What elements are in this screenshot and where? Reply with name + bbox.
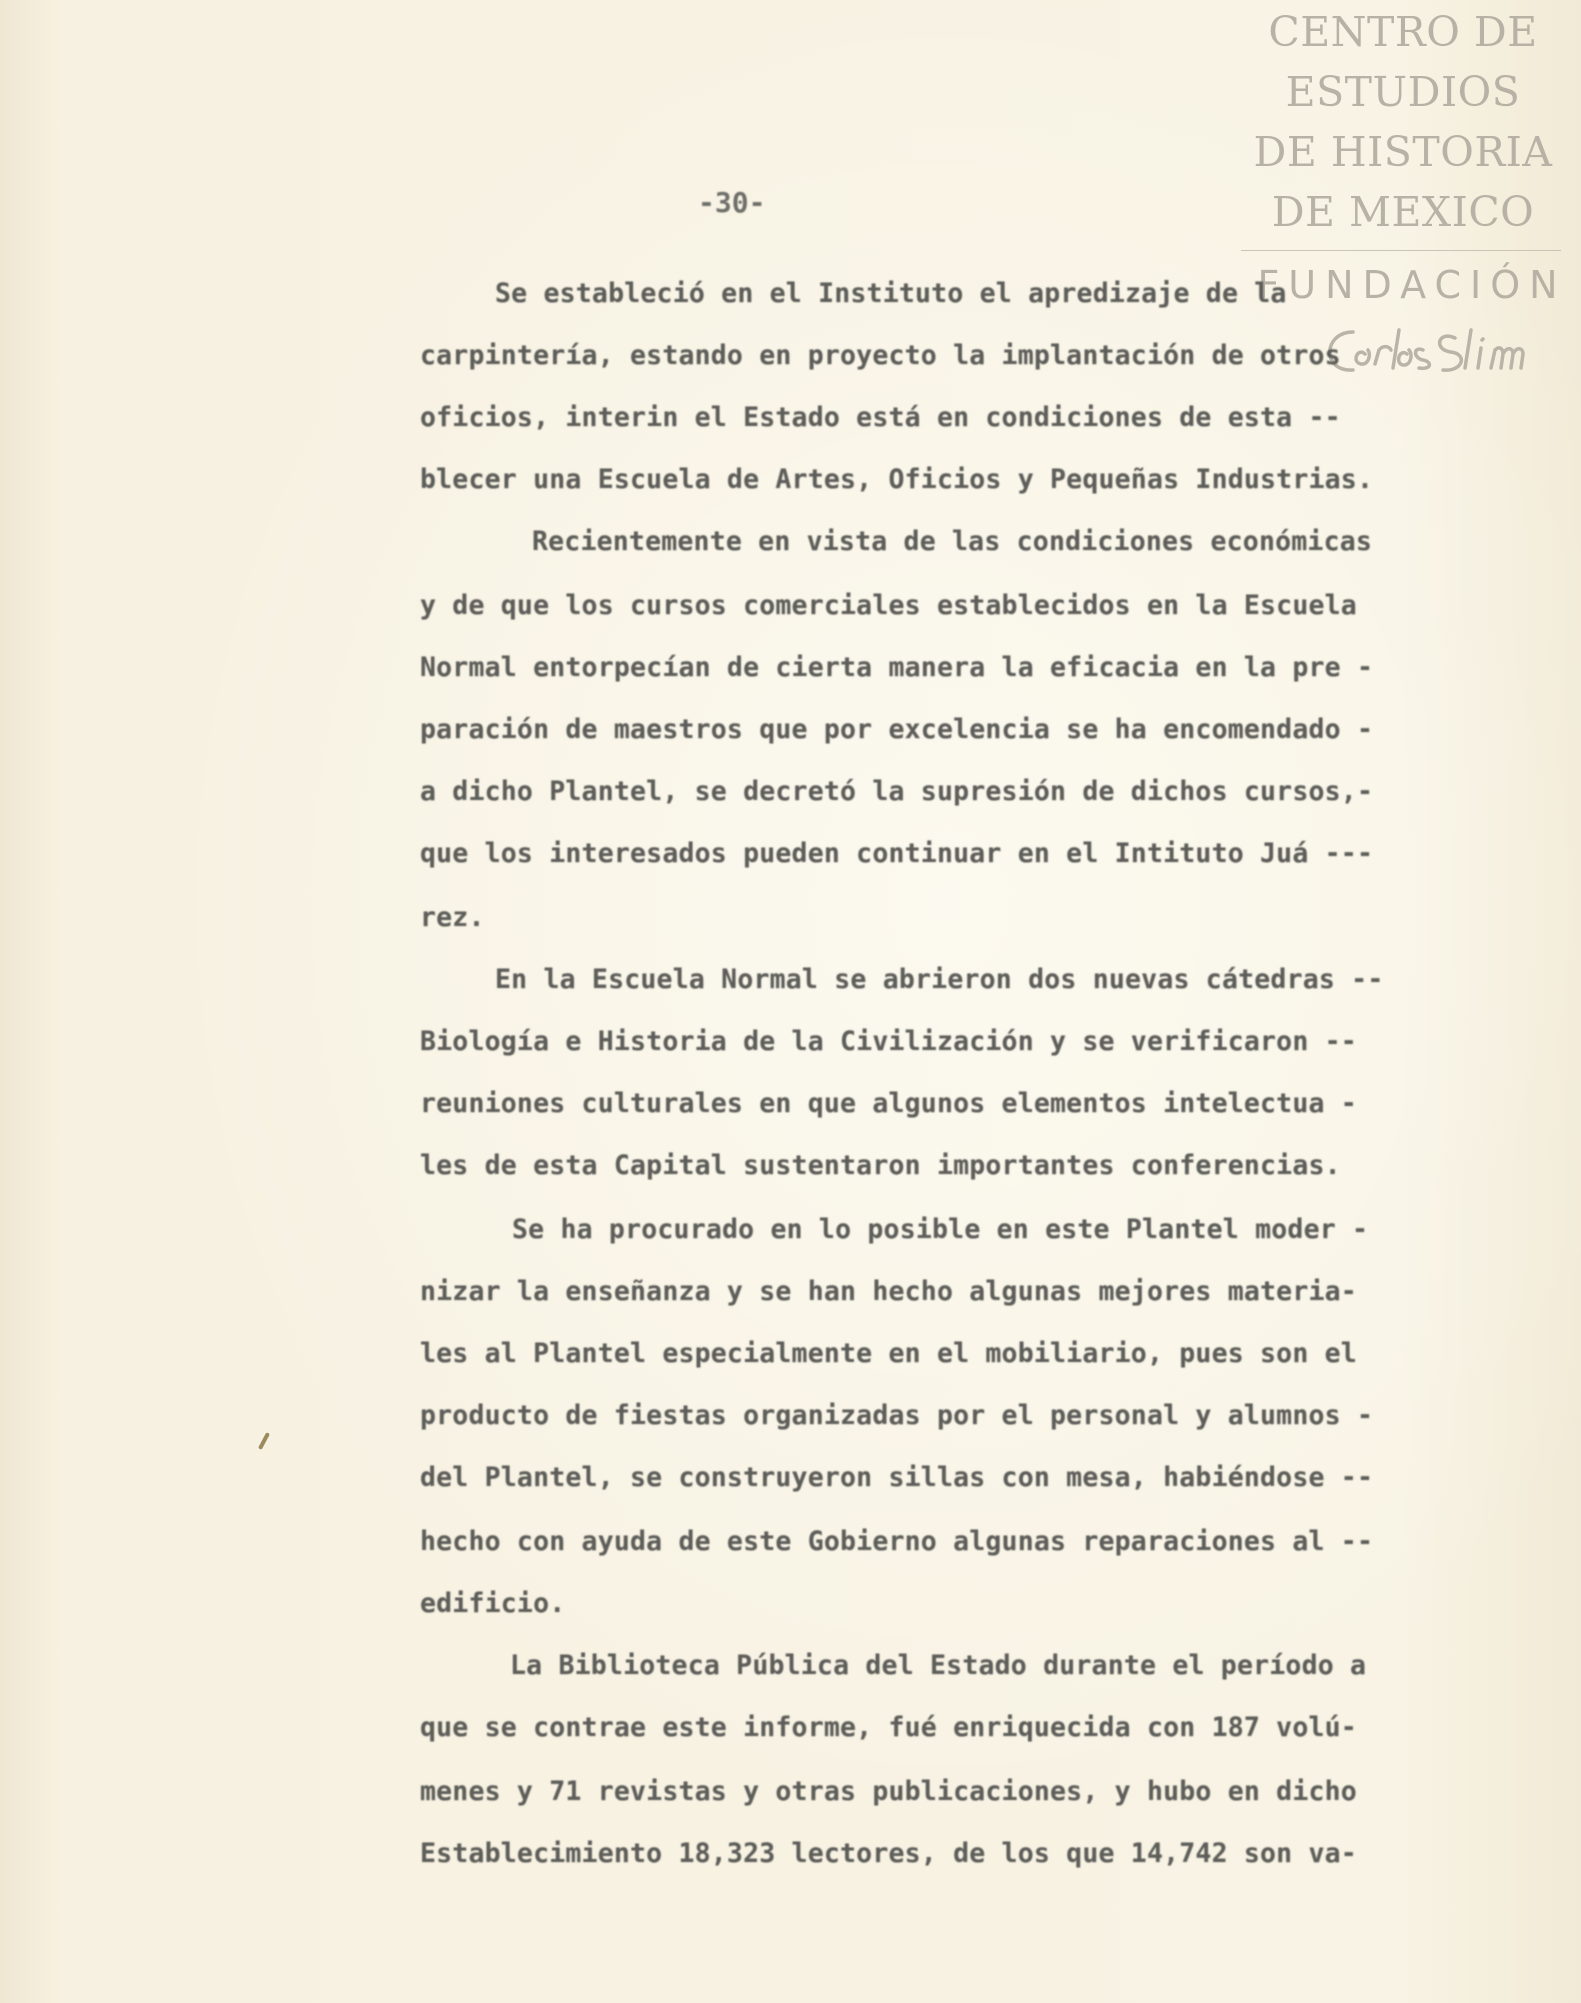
watermark-line: CENTRO DE bbox=[1268, 8, 1538, 56]
text-line: hecho con ayuda de este Gobierno algunas reparaciones al -- bbox=[420, 1526, 1374, 1557]
text-line: edificio. bbox=[420, 1588, 566, 1619]
text-line: blecer una Escuela de Artes, Oficios y Pequeñas Industrias. bbox=[420, 464, 1374, 495]
text-line: menes y 71 revistas y otras publicaciones, y hubo en dicho bbox=[420, 1776, 1357, 1807]
text-line: Establecimiento 18,323 lectores, de los que 14,742 son va- bbox=[420, 1838, 1357, 1869]
text-line: Se ha procurado en lo posible en este Plantel moder - bbox=[512, 1214, 1369, 1245]
page-number: -30- bbox=[698, 186, 766, 219]
watermark-line: DE MEXICO bbox=[1271, 188, 1535, 236]
text-line: del Plantel, se construyeron sillas con mesa, habiéndose -- bbox=[420, 1462, 1374, 1493]
text-line: rez. bbox=[420, 902, 485, 933]
watermark-line: DE HISTORIA bbox=[1253, 128, 1553, 176]
signature-watermark-icon bbox=[1313, 312, 1563, 392]
text-line: Se estableció en el Instituto el apredizaje de la bbox=[495, 278, 1287, 309]
text-line: que los interesados pueden continuar en el Intituto Juá --- bbox=[420, 838, 1374, 869]
text-line: La Biblioteca Pública del Estado durante el período a bbox=[510, 1650, 1367, 1681]
text-line: que se contrae este informe, fué enriquecida con 187 volú- bbox=[420, 1712, 1357, 1743]
text-line: nizar la enseñanza y se han hecho algunas mejores materia- bbox=[420, 1276, 1357, 1307]
text-line: les al Plantel especialmente en el mobiliario, pues son el bbox=[420, 1338, 1357, 1369]
watermark-line: ESTUDIOS bbox=[1285, 68, 1521, 116]
text-line: oficios, interin el Estado está en condiciones de esta -- bbox=[420, 402, 1341, 433]
text-line: les de esta Capital sustentaron importantes conferencias. bbox=[420, 1150, 1341, 1181]
text-line: a dicho Plantel, se decretó la supresión de dichos cursos,- bbox=[420, 776, 1374, 807]
text-line: producto de fiestas organizadas por el personal y alumnos - bbox=[420, 1400, 1374, 1431]
text-line: reuniones culturales en que algunos elementos intelectua - bbox=[420, 1088, 1357, 1119]
watermark-divider bbox=[1241, 250, 1561, 251]
text-line: paración de maestros que por excelencia se ha encomendado - bbox=[420, 714, 1374, 745]
text-line: Recientemente en vista de las condiciones económicas bbox=[532, 526, 1373, 557]
text-line: En la Escuela Normal se abrieron dos nuevas cátedras -- bbox=[495, 964, 1384, 995]
text-line: Normal entorpecían de cierta manera la eficacia en la pre - bbox=[420, 652, 1374, 683]
text-line: y de que los cursos comerciales establecidos en la Escuela bbox=[420, 590, 1357, 621]
archive-watermark bbox=[1233, 2, 1573, 313]
text-line: Biología e Historia de la Civilización y se verificaron -- bbox=[420, 1026, 1357, 1057]
pencil-mark bbox=[258, 1432, 270, 1450]
watermark-foundation: FUNDACIÓN bbox=[1257, 263, 1567, 307]
text-line: carpintería, estando en proyecto la implantación de otros bbox=[420, 340, 1341, 371]
